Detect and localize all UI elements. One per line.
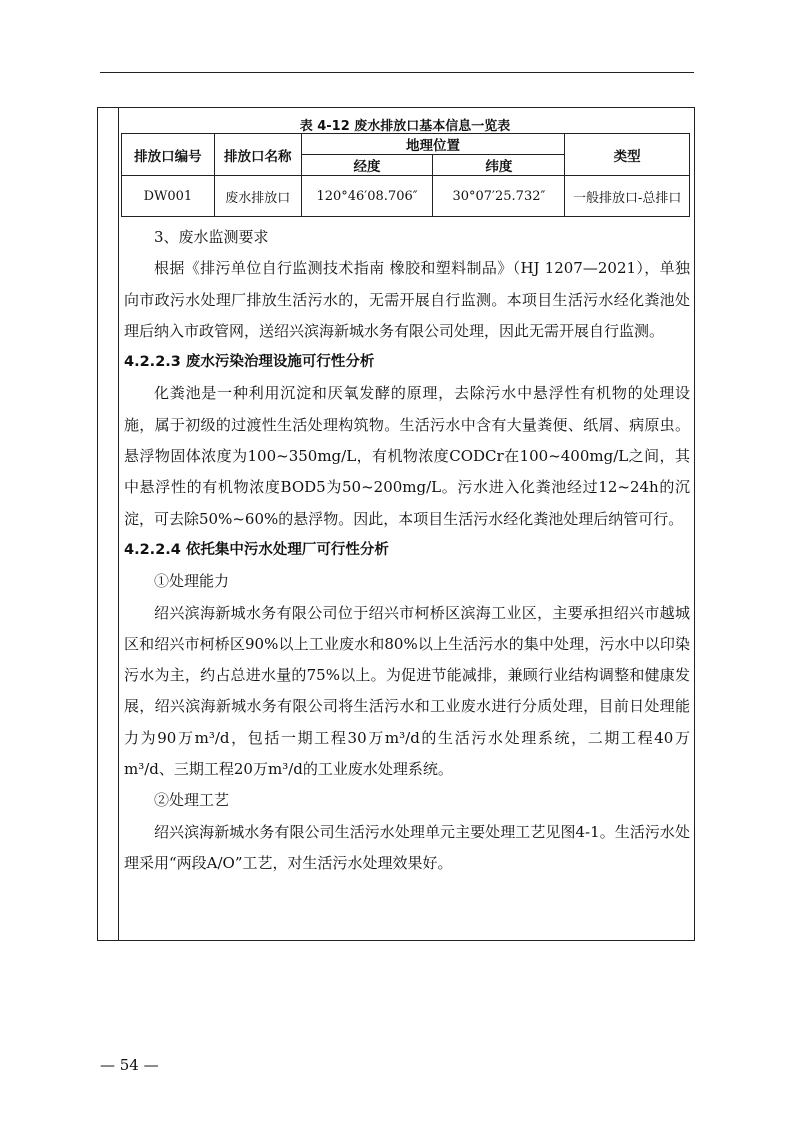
- header-type: 类型: [565, 134, 690, 176]
- section-4223-title: 4.2.2.3 废水污染治理设施可行性分析: [124, 354, 375, 371]
- header-rule: [100, 72, 694, 73]
- section-4223-text: 化粪池是一种利用沉淀和厌氧发酵的原理，去除污水中悬浮性有机物的处理设施，属于初级的过渡性生活处理构筑物。生活污水中含有大量粪便、纸屑、病原虫。悬浮物固体浓度为100~350mg/L，有机物浓度CODCr在100~400mg/L之间，其中悬浮性的有机物浓度BOD5为50~200mg/L。污水进入化粪池经过12~24h的沉淀，可去除50%~60%的悬浮物。因此，本项目生活污水经化粪池处理后纳管可行。: [124, 384, 690, 528]
- cell-longitude: 120°46′08.706″: [301, 176, 433, 217]
- header-longitude: 经度: [301, 155, 433, 176]
- section-4224-title: 4.2.2.4 依托集中污水处理厂可行性分析: [124, 541, 389, 558]
- outlet-info-table: [121, 133, 690, 217]
- cell-outlet-name: 废水排放口: [214, 176, 301, 217]
- header-outlet-name: 排放口名称: [214, 134, 301, 176]
- frame-left-column-line: [118, 108, 119, 940]
- section-3-title: 3、废水监测要求: [154, 228, 269, 246]
- header-latitude: 纬度: [433, 155, 565, 176]
- table-row: [122, 176, 690, 217]
- capacity-title: ①处理能力: [154, 572, 230, 591]
- cell-outlet-no: DW001: [122, 176, 215, 217]
- body-content: [124, 222, 690, 879]
- section-3-text: 根据《排污单位自行监测技术指南 橡胶和塑料制品》（HJ 1207—2021），单独向市政污水处理厂排放生活污水的，无需开展自行监测。本项目生活污水经化粪池处理后纳入市政管网，送绍兴滨海新城水务有限公司处理，因此无需开展自行监测。: [124, 259, 690, 340]
- process-title: ②处理工艺: [154, 791, 230, 810]
- capacity-text: 绍兴滨海新城水务有限公司位于绍兴市柯桥区滨海工业区，主要承担绍兴市越城区和绍兴市柯桥区90%以上工业废水和80%以上生活污水的集中处理，污水中以印染污水为主，约占总进水量的75%以上。为促进节能减排，兼顾行业结构调整和健康发展，绍兴滨海新城水务有限公司将生活污水和工业废水进行分质处理，目前日处理能力为90万m³/d，包括一期工程30万m³/d的生活污水处理系统，二期工程40万m³/d、三期工程20万m³/d的工业废水处理系统。: [124, 603, 690, 779]
- cell-latitude: 30°07′25.732″: [433, 176, 565, 217]
- cell-type: 一般排放口-总排口: [565, 176, 690, 217]
- header-outlet-no: 排放口编号: [122, 134, 215, 176]
- header-location: 地理位置: [301, 134, 565, 155]
- table-caption: 表 4-12 废水排放口基本信息一览表: [299, 119, 511, 134]
- page-number: — 54 —: [100, 1056, 159, 1074]
- process-text: 绍兴滨海新城水务有限公司生活污水处理单元主要处理工艺见图4-1。生活污水处理采用“两段A/O”工艺，对生活污水处理效果好。: [124, 822, 690, 872]
